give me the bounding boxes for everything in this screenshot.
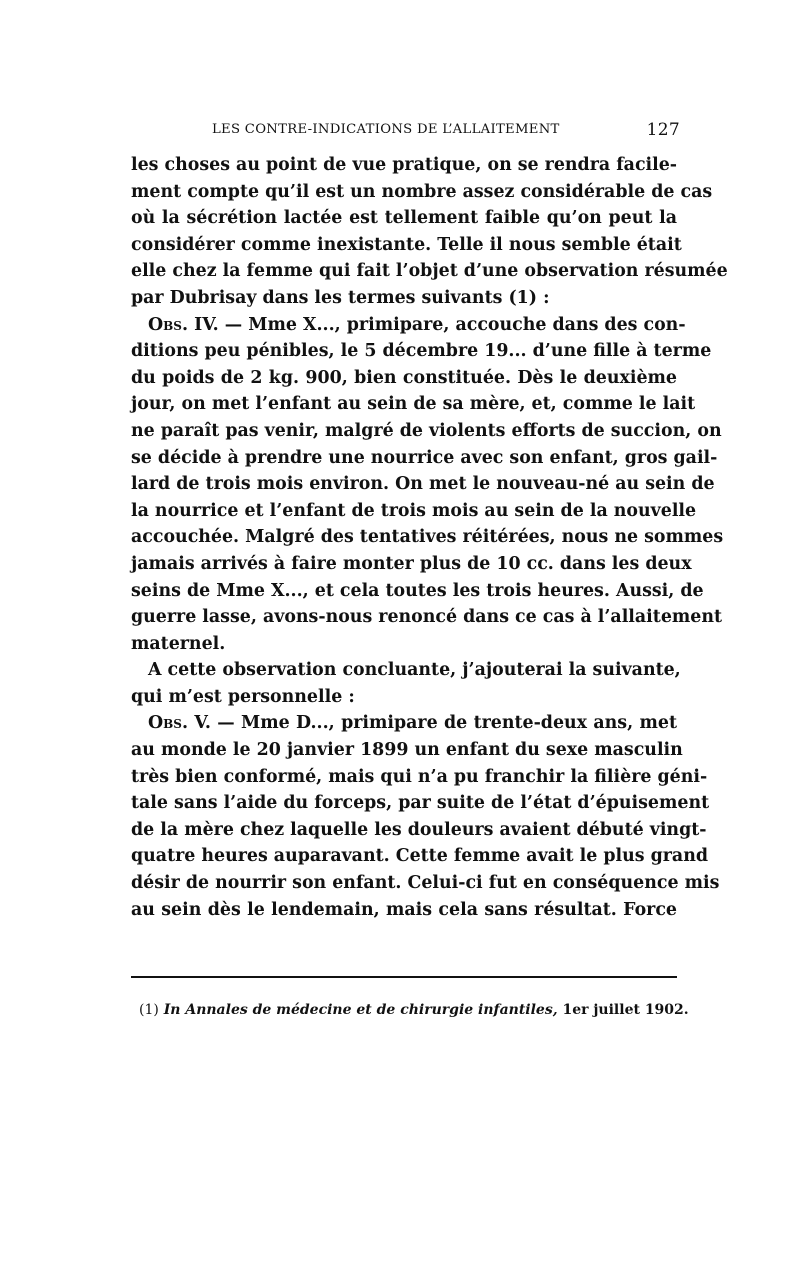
text-line: se décide à prendre une nourrice avec son enfant, gros gail- [131, 447, 718, 468]
observation-label: Obs. IV. [148, 314, 219, 335]
text-line: A cette observation concluante, j’ajouterai la suivante, [148, 660, 681, 681]
text-line: guerre lasse, avons-nous renoncé dans ce cas à l’allaitement [131, 607, 723, 628]
text-line: tale sans l’aide du forceps, par suite de l’état d’épuisement [131, 793, 710, 814]
page-number: 127 [646, 120, 680, 140]
text-line: les choses au point de vue pratique, on se rendra facile- [131, 155, 678, 175]
text-line: ditions peu pénibles, le 5 décembre 19... d’une fille à terme [131, 341, 712, 362]
running-title: LES CONTRE-INDICATIONS DE L’ALLAITEMENT [212, 122, 560, 137]
text-line: quatre heures auparavant. Cette femme avait le plus grand [131, 846, 709, 867]
text-line: jour, on met l’enfant au sein de sa mère, et, comme le lait [131, 394, 696, 415]
footnote-marker: (1) [139, 1002, 159, 1018]
body-text [131, 152, 728, 923]
text-line: de la mère chez laquelle les douleurs avaient débuté vingt- [131, 819, 707, 840]
footnote-separator [131, 976, 677, 978]
text-line: la nourrice et l’enfant de trois mois au sein de la nouvelle [131, 500, 697, 521]
paragraph-intro [131, 152, 728, 312]
observation-text: — Mme D..., primipare de trente-deux ans, met [217, 713, 677, 734]
text-line: accouchée. Malgré des tentatives réitérées, nous ne sommes [131, 527, 724, 548]
footnote [139, 1002, 689, 1018]
paragraph-transition [131, 657, 681, 710]
text-line: désir de nourrir son enfant. Celui-ci fut en conséquence mis [131, 873, 720, 894]
observation-label: Obs. V. [148, 713, 211, 734]
observation-5 [131, 710, 720, 923]
footnote-journal: Annales de médecine et de chirurgie infantiles, [185, 1002, 558, 1018]
observation-first-line [131, 312, 686, 339]
text-line: par Dubrisay dans les termes suivants (1) : [131, 287, 550, 308]
text-line: au sein dès le lendemain, mais cela sans résultat. Force [131, 899, 677, 920]
text-line: qui m’est personnelle : [131, 686, 355, 707]
text-line: très bien conformé, mais qui n’a pu franchir la filière géni- [131, 766, 708, 787]
text-line: elle chez la femme qui fait l’objet d’une observation résumée [131, 261, 728, 282]
text-line: lard de trois mois environ. On met le nouveau-né au sein de [131, 474, 715, 495]
observation-first-line [131, 710, 677, 737]
text-line: ment compte qu’il est un nombre assez considérable de cas [131, 181, 713, 202]
running-header [212, 120, 680, 142]
text-line: ne paraît pas venir, malgré de violents efforts de succion, on [131, 420, 722, 441]
text-line: où la sécrétion lactée est tellement faible qu’on peut la [131, 208, 677, 229]
text-line: jamais arrivés à faire monter plus de 10 cc. dans les deux [131, 553, 692, 574]
observation-4 [131, 312, 724, 658]
text-line: au monde le 20 janvier 1899 un enfant du sexe masculin [131, 740, 683, 761]
observation-text: — Mme X..., primipare, accouche dans des con- [224, 314, 686, 335]
text-line: maternel. [131, 633, 226, 654]
footnote-date: 1er juillet 1902. [562, 1002, 689, 1018]
text-line: du poids de 2 kg. 900, bien constituée. Dès le deuxième [131, 367, 677, 388]
text-line: considérer comme inexistante. Telle il nous semble était [131, 234, 682, 255]
footnote-in: In [163, 1002, 181, 1018]
text-line: seins de Mme X..., et cela toutes les trois heures. Aussi, de [131, 580, 704, 601]
